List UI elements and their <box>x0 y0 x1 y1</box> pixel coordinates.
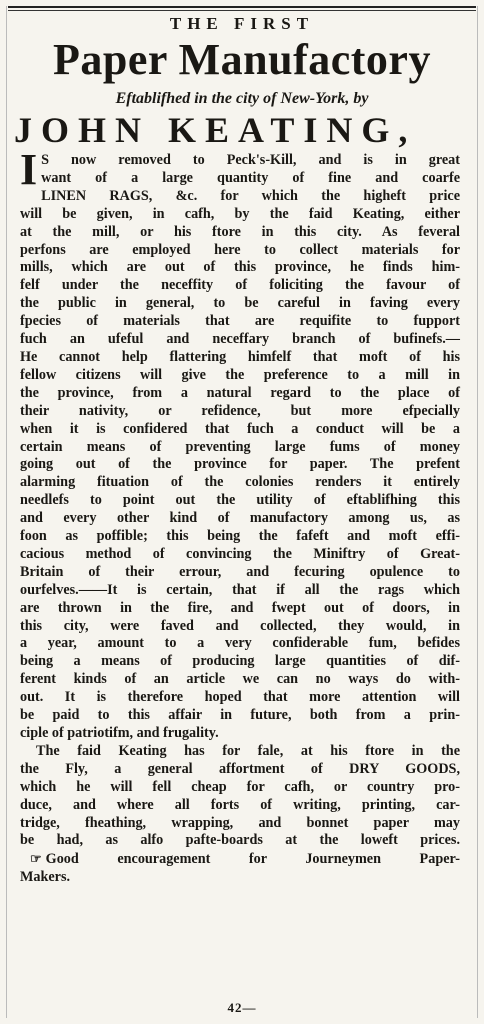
body-line: LINEN RAGS, &c. for which the higheft price <box>41 187 460 204</box>
body-line: foon as poffible; this being the fafeft and moft effi- <box>20 528 460 545</box>
body-line: certain means of preventing large fums of money <box>20 438 460 455</box>
body-line: when it is confidered that fuch a conduct will be a <box>20 420 460 437</box>
footer-text: Good encouragement for Journeymen Paper- <box>45 851 460 868</box>
body-line: ourfelves.——It is certain, that if all the rags which <box>20 581 460 598</box>
top-rule <box>8 6 476 8</box>
para2-line: The faid Keating has for fale, at his ftore in the <box>36 742 460 759</box>
body-line: this city, were faved and collected, they would, in <box>20 617 460 634</box>
body-line: the public in general, to be careful in faving every <box>20 295 460 312</box>
body-line: S now removed to Peck's-Kill, and is in great <box>41 152 460 168</box>
column-rule-right <box>477 6 478 1018</box>
body-line: fuch an ufeful and neceffary branch of bufinefs.— <box>20 331 460 348</box>
body-line: out. It is therefore hoped that more attention will <box>20 689 460 706</box>
para2-line: which he will fell cheap for cafh, or country pro- <box>20 778 460 795</box>
folio-number: 42— <box>227 1000 257 1015</box>
body-line: at the mill, or his ftore in this city. As feveral <box>20 223 460 240</box>
ad-body <box>20 145 460 887</box>
body-line: will be given, in cafh, by the faid Keating, either <box>20 205 460 222</box>
top-rule-thin <box>8 10 476 11</box>
ad-headline: Paper Manufactory <box>53 35 431 84</box>
para2-line: be had, as alfo pafte-boards at the loweft prices. <box>20 832 460 849</box>
body-line: the province, from a natural regard to the place of <box>20 384 460 401</box>
body-line: a year, amount to a very confiderable fum, befides <box>20 635 460 652</box>
body-line: want of a large quantity of fine and coarfe <box>41 169 460 186</box>
para2-line: tridge, fheathing, wrapping, and bonnet paper may <box>20 814 460 831</box>
body-line: fellow citizens will give the preference to a mill in <box>20 366 460 383</box>
para2-line: duce, and where all forts of writing, printing, car- <box>20 796 460 813</box>
body-line: are thrown in the fire, and fwept out of doors, in <box>20 599 460 616</box>
ad-kicker: THE FIRST <box>169 14 315 33</box>
body-line: Britain of their errour, and fecuring opulence to <box>20 563 460 580</box>
body-line: needlefs to point out the utility of eftablifhing this <box>20 492 460 509</box>
column-rule-left <box>6 6 7 1018</box>
body-line: their nativity, or refidence, but more efpecially <box>20 402 460 419</box>
footer-line-2: Makers. <box>20 869 71 886</box>
body-line: He cannot help flattering himfelf that moft of his <box>20 348 460 365</box>
drop-cap: I <box>20 145 38 194</box>
body-line: be paid to this affair in future, both from a prin- <box>20 707 460 724</box>
body-line: ferent kinds of an article we can no ways do with- <box>20 671 460 688</box>
body-line: felf under the neceffity of foliciting the favour of <box>20 277 460 294</box>
advertiser-name: JOHN KEATING, <box>14 110 417 150</box>
body-line: being a means of producing large quantities of dif- <box>20 653 460 670</box>
ad-subhead: Eftablifhed in the city of New-York, by <box>115 90 369 107</box>
body-line: cacious method of convincing the Miniftry of Great- <box>20 545 460 562</box>
pointing-hand-icon: ☞ <box>30 851 42 867</box>
body-line: fpecies of materials that are requifite to fupport <box>20 313 460 330</box>
body-line: going out of the province for paper. The prefent <box>20 456 460 473</box>
body-line: perfons are employed here to collect materials for <box>20 241 460 258</box>
body-line: ciple of patriotifm, and frugality. <box>20 725 219 741</box>
body-line: mills, which are out of this province, he finds him- <box>20 259 460 276</box>
body-line: and every other kind of manufactory among us, as <box>20 510 460 527</box>
para2-line: the Fly, a general affortment of DRY GOODS, <box>20 760 460 777</box>
body-line: alarming fituation of the colonies renders it entirely <box>20 474 460 491</box>
footer-line <box>20 850 460 869</box>
